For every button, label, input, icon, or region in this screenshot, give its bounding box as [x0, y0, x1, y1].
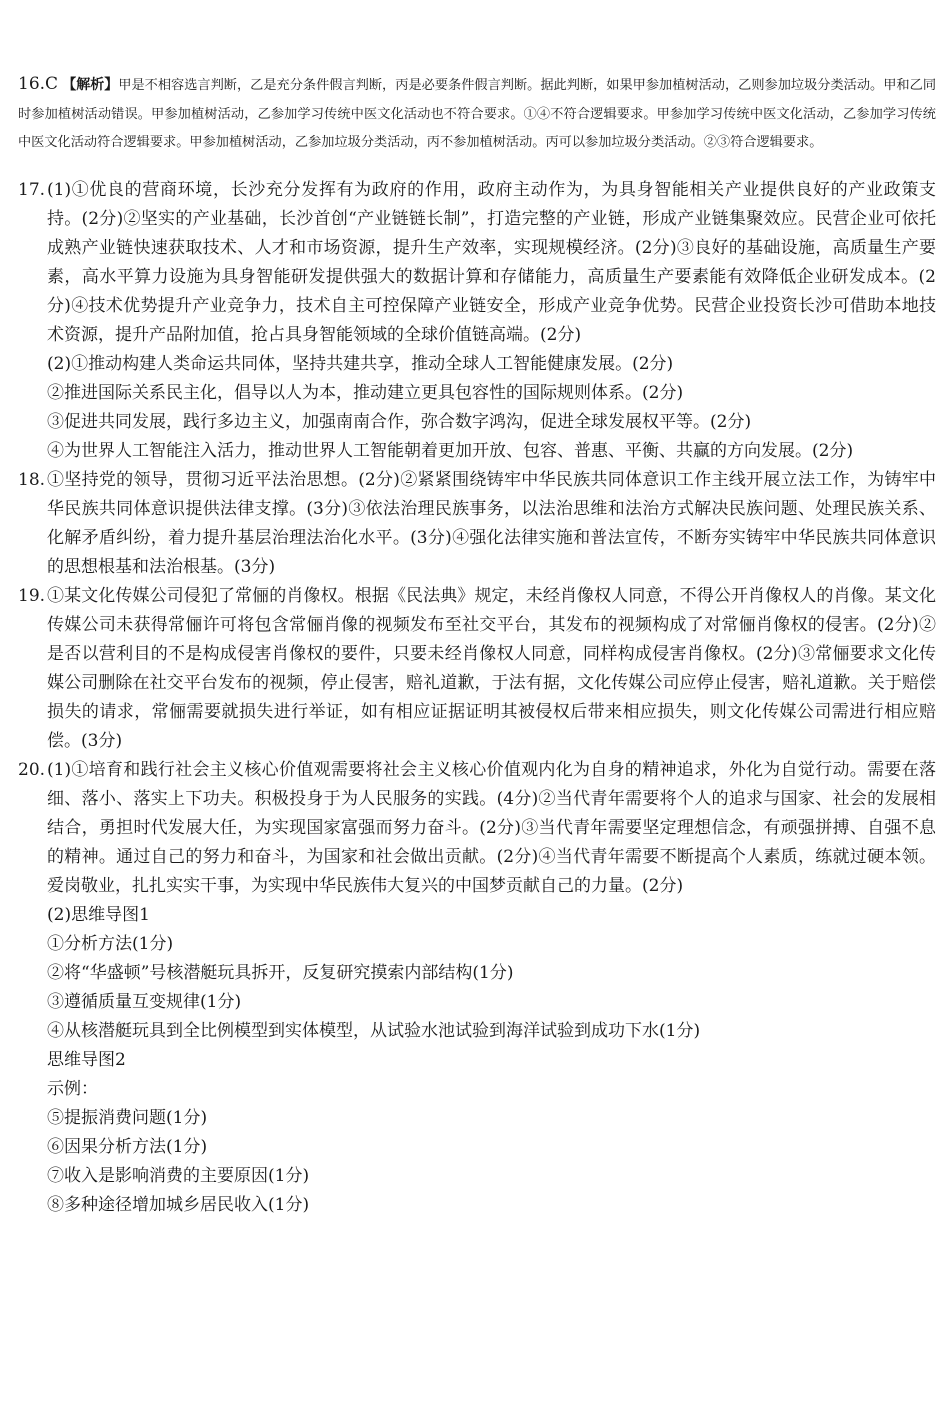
mind-map-1-heading: (2)思维导图1 — [47, 905, 150, 925]
question-18-text: ①坚持党的领导，贯彻习近平法治思想。(2分)②紧紧围绕铸牢中华民族共同体意识工作主线开展立法工作，为铸牢中华民族共同体意识提供法律支撑。(3分)③依法治理民族事务，以法治思维和法治方式解决民族问题、处理民族关系、化解矛盾纠纷，着力提升基层治理法治化水平。(3分)④强化法律实施和普法宣传，不断夯实铸牢中华民族共同体意识的思想根基和法治根基。(3分) — [47, 470, 936, 577]
question-20-number: 20. — [18, 760, 46, 780]
question-17-part-1: (1)①优良的营商环境，长沙充分发挥有为政府的作用，政府主动作为，为具身智能相关产业提供良好的产业政策支持。(2分)②坚实的产业基础，长沙首创“产业链链长制”，打造完整的产业链，形成产业链集聚效应。民营企业可依托成熟产业链快速获取技术、人才和市场资源，提升生产效率，实现规模经济。(2分)③良好的基础设施，高质量生产要素，高水平算力设施为具身智能研发提供强大的数据计算和存储能力，高质量生产要素能有效降低企业研发成本。(2分)④技术优势提升产业竞争力，技术自主可控保障产业链安全，形成产业竞争优势。民营企业投资长沙可借助本地技术资源，提升产品附加值，抢占具身智能领域的全球价值链高端。(2分) — [47, 180, 936, 345]
question-18-number: 18. — [18, 470, 46, 490]
question-17 — [18, 176, 936, 466]
question-18 — [18, 466, 936, 582]
question-16-answer: C — [45, 74, 59, 94]
question-17-part-2-item: (2)①推动构建人类命运共同体，坚持共建共享，推动全球人工智能健康发展。(2分) — [47, 354, 674, 374]
question-20 — [18, 756, 936, 1220]
mind-map-2-heading: 思维导图2 — [47, 1050, 126, 1070]
question-17-part-2-item: ③促进共同发展，践行多边主义，加强南南合作，弥合数字鸿沟，促进全球发展权平等。(2分) — [47, 412, 752, 432]
question-19-text: ①某文化传媒公司侵犯了常俪的肖像权。根据《民法典》规定，未经肖像权人同意，不得公开肖像权人的肖像。某文化传媒公司未获得常俪许可将包含常俪肖像的视频发布至社交平台，其发布的视频构成了对常俪肖像权的侵害。(2分)②是否以营利目的不是构成侵害肖像权的要件，只要未经肖像权人同意，同样构成侵害肖像权。(2分)③常俪要求文化传媒公司删除在社交平台发布的视频，停止侵害，赔礼道歉，于法有据，文化传媒公司应停止侵害，赔礼道歉。关于赔偿损失的请求，常俪需要就损失进行举证，如有相应证据证明其被侵权后带来相应损失，则文化传媒公司需进行相应赔偿。(3分) — [47, 586, 936, 751]
mind-map-line: ⑦收入是影响消费的主要原因(1分) — [47, 1166, 310, 1186]
question-19 — [18, 582, 936, 756]
question-17-number: 17. — [18, 180, 46, 200]
mind-map-line: ⑥因果分析方法(1分) — [47, 1137, 208, 1157]
question-19-number: 19. — [18, 586, 46, 606]
mind-map-line: ⑧多种途径增加城乡居民收入(1分) — [47, 1195, 310, 1215]
question-17-part-2-item: ④为世界人工智能注入活力，推动世界人工智能朝着更加开放、包容、普惠、平衡、共赢的方向发展。(2分) — [47, 441, 854, 461]
mind-map-line: ③遵循质量互变规律(1分) — [47, 992, 242, 1012]
analysis-tag: 【解析】 — [62, 77, 119, 93]
question-16 — [18, 70, 936, 158]
question-16-analysis: 甲是不相容选言判断，乙是充分条件假言判断，丙是必要条件假言判断。据此判断，如果甲参加植树活动，乙则参加垃圾分类活动。甲和乙同时参加植树活动错误。甲参加植树活动，乙参加学习传统中医文化活动也不符合要求。①④不符合逻辑要求。甲参加学习传统中医文化活动，乙参加学习传统中医文化活动符合逻辑要求。甲参加植树活动，乙参加垃圾分类活动，丙不参加植树活动。丙可以参加垃圾分类活动。②③符合逻辑要求。 — [18, 78, 937, 151]
answers-body — [18, 176, 936, 1220]
question-20-part-1: (1)①培育和践行社会主义核心价值观需要将社会主义核心价值观内化为自身的精神追求，外化为自觉行动。需要在落细、落小、落实上下功夫。积极投身于为人民服务的实践。(4分)②当代青年需要将个人的追求与国家、社会的发展相结合，勇担时代发展大任，为实现国家富强而努力奋斗。(2分)③当代青年需要坚定理想信念，有顽强拼搏、自强不息的精神。通过自己的努力和奋斗，为国家和社会做出贡献。(2分)④当代青年需要不断提高个人素质，练就过硬本领。爱岗敬业，扎扎实实干事，为实现中华民族伟大复兴的中国梦贡献自己的力量。(2分) — [47, 760, 936, 896]
mind-map-line: ①分析方法(1分) — [47, 934, 174, 954]
mind-map-line: ④从核潜艇玩具到全比例模型到实体模型，从试验水池试验到海洋试验到成功下水(1分) — [47, 1021, 701, 1041]
mind-map-line: ⑤提振消费问题(1分) — [47, 1108, 208, 1128]
question-16-number: 16. — [18, 74, 46, 94]
mind-map-line: ②将“华盛顿”号核潜艇玩具拆开，反复研究摸索内部结构(1分) — [47, 963, 514, 983]
question-17-part-2-item: ②推进国际关系民主化，倡导以人为本，推动建立更具包容性的国际规则体系。(2分) — [47, 383, 684, 403]
example-label: 示例： — [47, 1079, 98, 1099]
